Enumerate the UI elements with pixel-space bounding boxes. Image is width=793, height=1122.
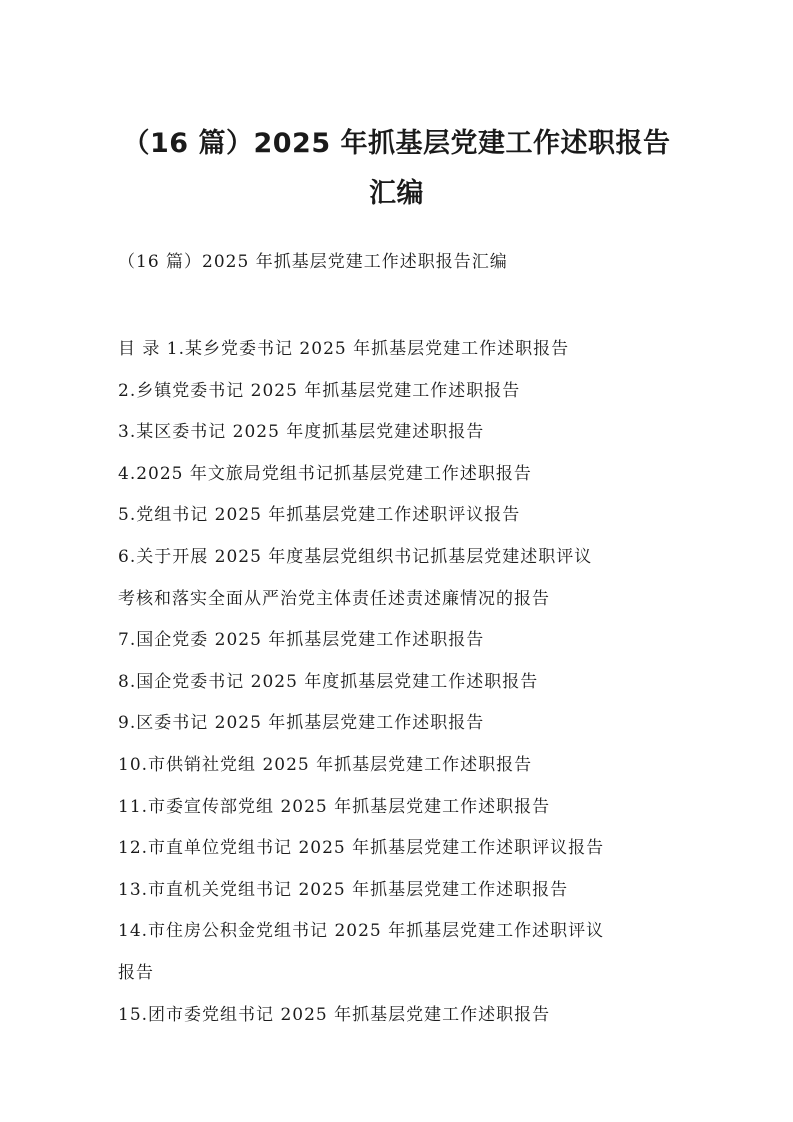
- table-of-contents: [118, 329, 688, 1036]
- toc-line: 6.关于开展 2025 年度基层党组织书记抓基层党建述职评议: [118, 546, 593, 567]
- toc-line: 3.某区委书记 2025 年度抓基层党建述职报告: [118, 422, 485, 443]
- toc-line: 10.市供销社党组 2025 年抓基层党建工作述职报告: [118, 754, 533, 775]
- document-subtitle: （16 篇）2025 年抓基层党建工作述职报告汇编: [118, 252, 508, 272]
- toc-line: 9.区委书记 2025 年抓基层党建工作述职报告: [118, 713, 485, 734]
- toc-line: 7.国企党委 2025 年抓基层党建工作述职报告: [118, 630, 485, 651]
- toc-line: 8.国企党委书记 2025 年度抓基层党建工作述职报告: [118, 671, 539, 692]
- toc-line: 14.市住房公积金党组书记 2025 年抓基层党建工作述职评议: [118, 921, 605, 942]
- toc-line: 11.市委宣传部党组 2025 年抓基层党建工作述职报告: [118, 796, 551, 817]
- toc-line: 2.乡镇党委书记 2025 年抓基层党建工作述职报告: [118, 380, 521, 401]
- toc-line: 报告: [118, 962, 154, 983]
- toc-line: 15.团市委党组书记 2025 年抓基层党建工作述职报告: [118, 1004, 551, 1025]
- toc-line: 13.市直机关党组书记 2025 年抓基层党建工作述职报告: [118, 879, 569, 900]
- toc-line: 目 录 1.某乡党委书记 2025 年抓基层党建工作述职报告: [118, 339, 570, 359]
- toc-line: 12.市直单位党组书记 2025 年抓基层党建工作述职评议报告: [118, 838, 605, 859]
- document-title-line-1: （16 篇）2025 年抓基层党建工作述职报告: [122, 128, 671, 159]
- toc-line: 4.2025 年文旅局党组书记抓基层党建工作述职报告: [118, 463, 532, 484]
- toc-line: 5.党组书记 2025 年抓基层党建工作述职评议报告: [118, 505, 521, 526]
- document-title-line-2: 汇编: [369, 178, 424, 209]
- toc-line: 考核和落实全面从严治党主体责任述责述廉情况的报告: [118, 588, 550, 609]
